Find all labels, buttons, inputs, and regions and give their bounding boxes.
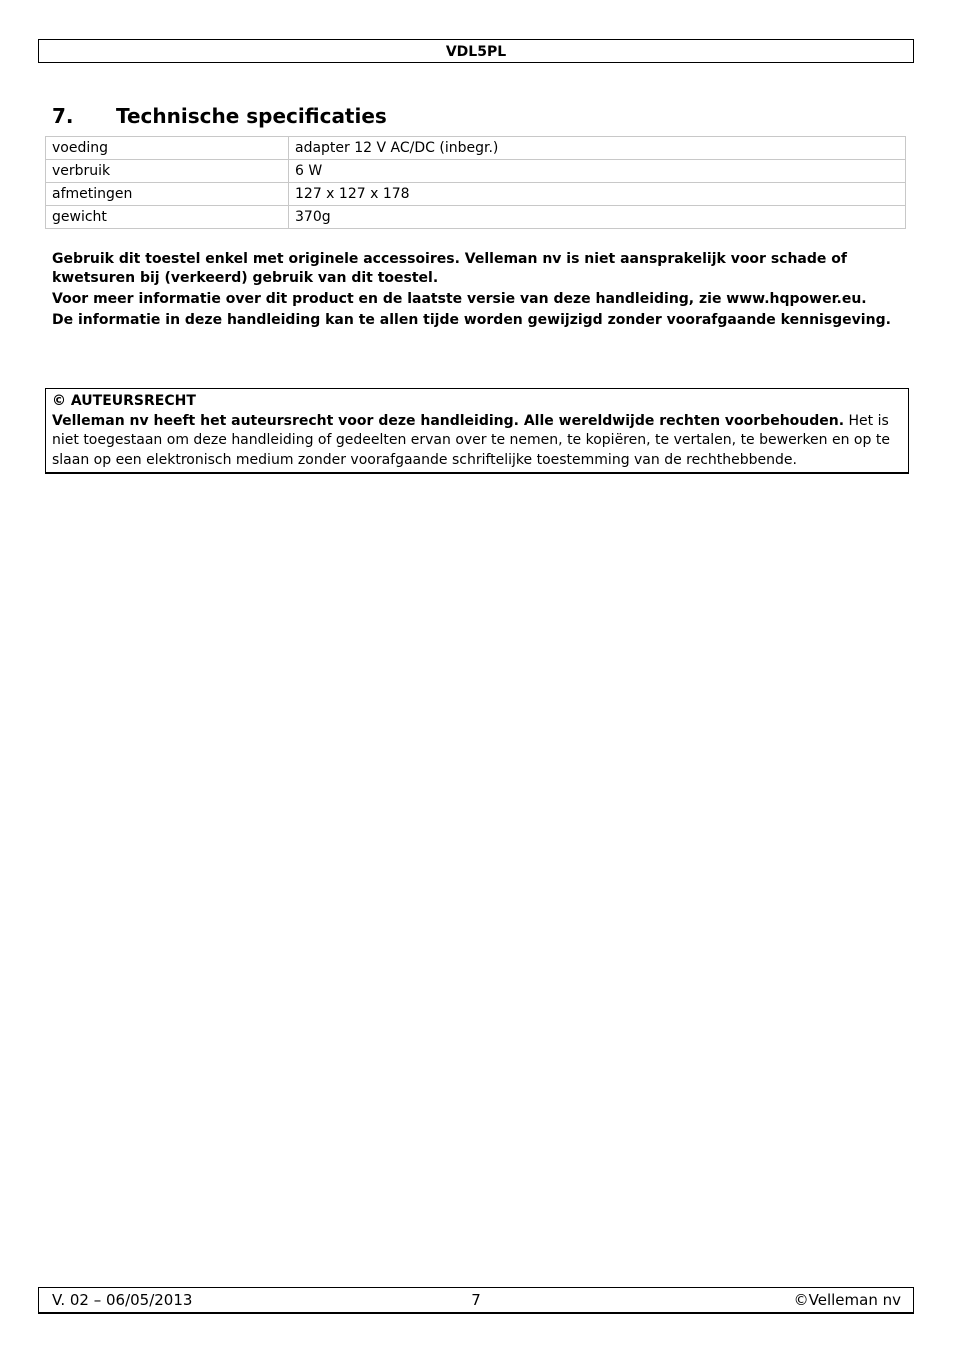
note-changes: De informatie in deze handleiding kan te allen tijde worden gewijzigd zonder voorafgaande kennisgeving. bbox=[52, 312, 891, 328]
footer-version: V. 02 – 06/05/2013 bbox=[52, 1291, 193, 1309]
table-row bbox=[46, 183, 906, 206]
spec-value: 370g bbox=[289, 206, 906, 229]
spec-label: verbruik bbox=[46, 160, 289, 183]
page-header bbox=[38, 39, 914, 63]
table-row bbox=[46, 206, 906, 229]
section-title: Technische specificaties bbox=[116, 104, 387, 128]
spec-label: voeding bbox=[46, 137, 289, 160]
copyright-lead: Velleman nv heeft het auteursrecht voor deze handleiding. Alle wereldwijde rechten voorbehouden. bbox=[52, 412, 845, 429]
header-title: VDL5PL bbox=[445, 44, 507, 60]
spec-label: gewicht bbox=[46, 206, 289, 229]
footer-page-number: 7 bbox=[471, 1291, 481, 1309]
section-heading bbox=[52, 102, 387, 130]
spec-table bbox=[45, 136, 906, 229]
section-number: 7. bbox=[52, 104, 74, 128]
copyright-title: © AUTEURSRECHT bbox=[52, 393, 196, 409]
spec-label: afmetingen bbox=[46, 183, 289, 206]
copyright-body: Het is niet toegestaan om deze handleiding of gedeelten ervan over te nemen, te kopiëren, te vertalen, te bewerken en op te slaan op een elektronisch medium zonder voorafgaande schriftelijke toestemming van de rechthebbende. bbox=[52, 412, 890, 468]
note-accessories: Gebruik dit toestel enkel met originele accessoires. Velleman nv is niet aansprakelijk voor schade of kwetsuren bij (verkeerd) gebruik van dit toestel. bbox=[52, 251, 847, 286]
spec-value: 127 x 127 x 178 bbox=[289, 183, 906, 206]
page-footer bbox=[38, 1287, 914, 1314]
copyright-box bbox=[45, 388, 909, 474]
spec-value: adapter 12 V AC/DC (inbegr.) bbox=[289, 137, 906, 160]
notes-block bbox=[52, 250, 902, 332]
table-row bbox=[46, 137, 906, 160]
table-row bbox=[46, 160, 906, 183]
footer-owner: ©Velleman nv bbox=[793, 1291, 901, 1309]
copyright-text bbox=[52, 412, 902, 471]
spec-value: 6 W bbox=[289, 160, 906, 183]
note-more-info: Voor meer informatie over dit product en de laatste versie van deze handleiding, zie www.hqpower.eu. bbox=[52, 291, 867, 307]
